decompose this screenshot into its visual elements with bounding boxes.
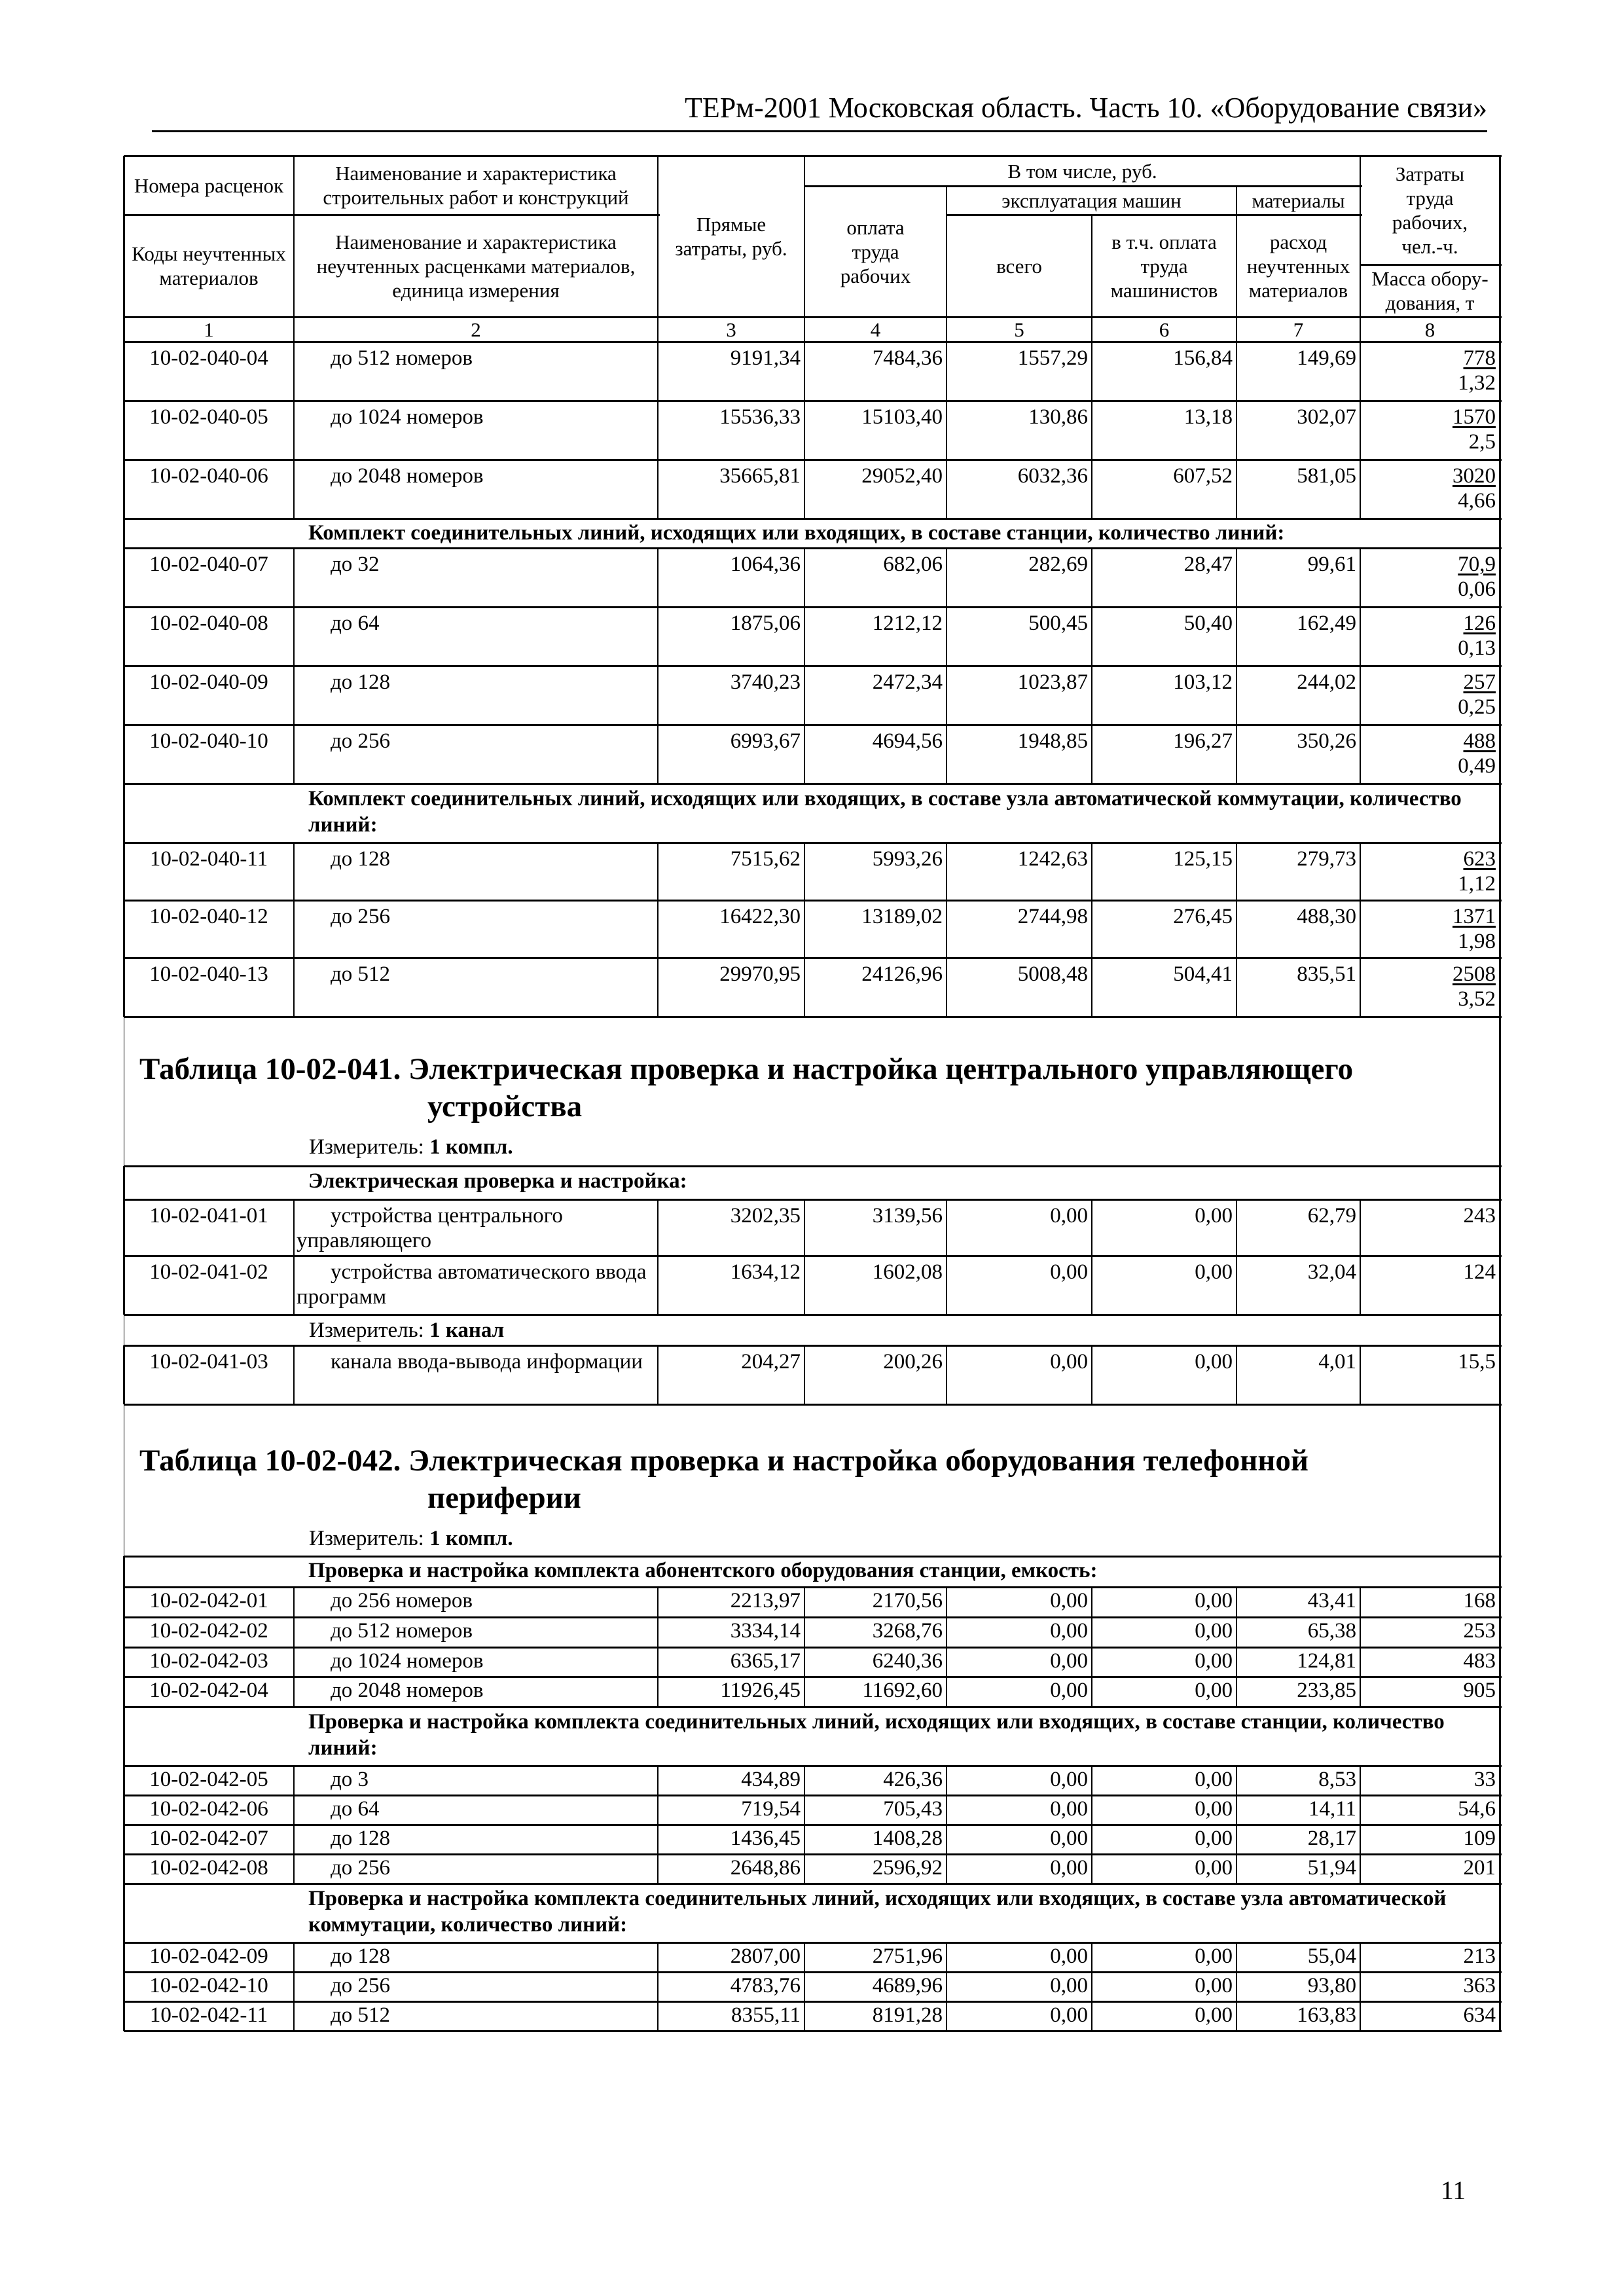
- labor-hours-mass-cell: [1360, 900, 1500, 958]
- col-header-rate-numbers: Номера расценок: [134, 173, 284, 197]
- work-name-cell: до 512: [331, 962, 391, 986]
- worker-pay-cell: 4694,56: [872, 729, 943, 753]
- materials-cost-cell: 124,81: [1297, 1649, 1356, 1673]
- worker-pay-cell: 2472,34: [872, 670, 943, 694]
- section-header: Проверка и настройка комплекта абонентского оборудования станции, емкость:: [308, 1559, 1098, 1582]
- direct-costs-cell: 2213,97: [730, 1589, 801, 1613]
- operator-pay-cell: 607,52: [1173, 464, 1233, 488]
- direct-costs-cell: 7515,62: [730, 847, 801, 871]
- operator-pay-cell: 0,00: [1195, 1619, 1233, 1643]
- rate-code-cell: 10-02-040-09: [149, 670, 268, 694]
- labor-hours-cell: 124: [1463, 1260, 1496, 1284]
- direct-costs-cell: 3740,23: [730, 670, 801, 694]
- labor-hours-value: 257: [1463, 670, 1496, 694]
- work-name-cell: устройства центрального управляющего: [297, 1204, 563, 1252]
- rate-code-cell: 10-02-042-03: [149, 1649, 268, 1673]
- worker-pay-cell: 8191,28: [872, 2003, 943, 2027]
- machines-total-cell: 0,00: [1050, 1649, 1088, 1673]
- section-header: Проверка и настройка комплекта соединительных линий, исходящих или входящих, в составе узла автоматической коммутации, количество линий:: [308, 1887, 1447, 1937]
- machines-total-cell: 6032,36: [1017, 464, 1088, 488]
- table-041-measure: Измеритель: 1 компл.: [309, 1135, 513, 1159]
- col-header-work-name: Наименование и характеристика строительных работ и конструкций: [323, 162, 629, 209]
- machines-total-cell: 0,00: [1050, 1768, 1088, 1791]
- labor-hours-cell: 15,5: [1458, 1350, 1496, 1374]
- rate-code-cell: 10-02-042-08: [149, 1856, 268, 1880]
- materials-cost-cell: 163,83: [1297, 2003, 1356, 2027]
- equipment-mass-value: 4,66: [1458, 489, 1496, 513]
- page-number: 11: [1440, 2176, 1466, 2205]
- labor-hours-cell: 634: [1463, 2003, 1496, 2027]
- operator-pay-cell: 0,00: [1195, 1797, 1233, 1821]
- operator-pay-cell: 276,45: [1173, 905, 1233, 928]
- materials-cost-cell: 302,07: [1297, 405, 1356, 429]
- worker-pay-cell: 1212,12: [872, 611, 943, 635]
- worker-pay-cell: 7484,36: [872, 346, 943, 370]
- work-name-cell: до 256: [331, 729, 391, 753]
- direct-costs-cell: 1634,12: [730, 1260, 801, 1284]
- table-042-title-cont: периферии: [427, 1481, 581, 1515]
- section-header: Комплект соединительных линий, исходящих или входящих, в составе узла автоматической коммутации, количество линий:: [308, 787, 1462, 837]
- direct-costs-cell: 8355,11: [731, 2003, 801, 2027]
- operator-pay-cell: 103,12: [1173, 670, 1233, 694]
- machines-total-cell: 0,00: [1050, 1944, 1088, 1968]
- direct-costs-cell: 11926,45: [720, 1679, 801, 1702]
- labor-hours-cell: 201: [1463, 1856, 1496, 1880]
- labor-hours-mass-cell: [1360, 460, 1500, 519]
- machines-total-cell: 0,00: [1050, 1856, 1088, 1880]
- rate-code-cell: 10-02-040-06: [149, 464, 268, 488]
- rate-code-cell: 10-02-042-04: [149, 1679, 268, 1702]
- col-number-6: 6: [1159, 318, 1170, 341]
- rate-code-cell: 10-02-040-12: [149, 905, 268, 928]
- direct-costs-cell: 1875,06: [730, 611, 801, 635]
- col-header-direct-costs: Прямые затраты, руб.: [675, 213, 787, 260]
- worker-pay-cell: 3139,56: [872, 1204, 943, 1228]
- equipment-mass-value: 2,5: [1468, 430, 1496, 454]
- col-header-material-usage: расход неучтенных материалов: [1246, 230, 1350, 302]
- worker-pay-cell: 3268,76: [872, 1619, 943, 1643]
- col-header-machines-total: всего: [996, 254, 1042, 278]
- direct-costs-cell: 29970,95: [719, 962, 801, 986]
- work-name-cell: до 128: [331, 847, 391, 871]
- labor-hours-cell: 253: [1463, 1619, 1496, 1643]
- direct-costs-cell: 35665,81: [719, 464, 801, 488]
- operator-pay-cell: 0,00: [1195, 1589, 1233, 1613]
- work-name-cell: до 256 номеров: [331, 1589, 473, 1613]
- col-number-2: 2: [471, 318, 481, 341]
- worker-pay-cell: 682,06: [883, 553, 943, 576]
- operator-pay-cell: 0,00: [1195, 1350, 1233, 1374]
- work-name-cell: до 64: [331, 1797, 380, 1821]
- operator-pay-cell: 0,00: [1195, 1974, 1233, 1997]
- equipment-mass-value: 1,12: [1458, 872, 1496, 896]
- materials-cost-cell: 32,04: [1307, 1260, 1356, 1284]
- labor-hours-mass-cell: [1360, 342, 1500, 401]
- rate-code-cell: 10-02-041-02: [149, 1260, 268, 1284]
- labor-hours-mass-cell: [1360, 548, 1500, 607]
- equipment-mass-value: 3,52: [1458, 987, 1496, 1011]
- rate-code-cell: 10-02-042-05: [149, 1768, 268, 1791]
- table-041-measure-channel: Измеритель: 1 канал: [309, 1319, 505, 1342]
- machines-total-cell: 2744,98: [1017, 905, 1088, 928]
- work-name-cell: канала ввода-вывода информации: [331, 1350, 643, 1374]
- labor-hours-cell: 168: [1463, 1589, 1496, 1613]
- materials-cost-cell: 581,05: [1297, 464, 1356, 488]
- work-name-cell: до 128: [331, 670, 391, 694]
- materials-cost-cell: 233,85: [1297, 1679, 1356, 1702]
- col-header-labor-hours: Затраты труда рабочих, чел.-ч.: [1392, 162, 1468, 258]
- labor-hours-cell: 33: [1474, 1768, 1496, 1791]
- materials-cost-cell: 835,51: [1297, 962, 1356, 986]
- machines-total-cell: 1242,63: [1017, 847, 1088, 871]
- col-number-5: 5: [1014, 318, 1024, 341]
- rate-code-cell: 10-02-040-10: [149, 729, 268, 753]
- materials-cost-cell: 62,79: [1307, 1204, 1356, 1228]
- work-name-cell: до 256: [331, 1856, 391, 1880]
- rate-code-cell: 10-02-042-02: [149, 1619, 268, 1643]
- labor-hours-value: 70,9: [1458, 553, 1496, 576]
- materials-cost-cell: 279,73: [1297, 847, 1356, 871]
- work-name-cell: до 256: [331, 1974, 391, 1997]
- direct-costs-cell: 16422,30: [719, 905, 801, 928]
- col-number-8: 8: [1424, 318, 1435, 341]
- operator-pay-cell: 0,00: [1195, 1856, 1233, 1880]
- col-number-1: 1: [204, 318, 214, 341]
- table-042-title: Таблица 10-02-042. Электрическая проверка и настройка оборудования телефонной: [139, 1444, 1308, 1478]
- worker-pay-cell: 1408,28: [872, 1827, 943, 1850]
- labor-hours-cell: 363: [1463, 1974, 1496, 1997]
- work-name-cell: до 32: [331, 553, 380, 576]
- worker-pay-cell: 705,43: [883, 1797, 943, 1821]
- operator-pay-cell: 50,40: [1183, 611, 1233, 635]
- work-name-cell: до 512 номеров: [331, 346, 473, 370]
- direct-costs-cell: 9191,34: [730, 346, 801, 370]
- operator-pay-cell: 125,15: [1173, 847, 1233, 871]
- materials-cost-cell: 28,17: [1307, 1827, 1356, 1850]
- direct-costs-cell: 1064,36: [730, 553, 801, 576]
- worker-pay-cell: 4689,96: [872, 1974, 943, 1997]
- equipment-mass-value: 1,98: [1458, 930, 1496, 953]
- materials-cost-cell: 8,53: [1318, 1768, 1356, 1791]
- rate-code-cell: 10-02-040-05: [149, 405, 268, 429]
- direct-costs-cell: 15536,33: [719, 405, 801, 429]
- operator-pay-cell: 0,00: [1195, 1649, 1233, 1673]
- machines-total-cell: 0,00: [1050, 1260, 1088, 1284]
- work-name-cell: до 128: [331, 1827, 391, 1850]
- labor-hours-value: 2508: [1453, 962, 1496, 986]
- work-name-cell: до 512: [331, 2003, 391, 2027]
- labor-hours-mass-cell: [1360, 607, 1500, 666]
- work-name-cell: до 2048 номеров: [331, 1679, 484, 1702]
- labor-hours-value: 126: [1463, 611, 1496, 635]
- direct-costs-cell: 1436,45: [730, 1827, 801, 1850]
- equipment-mass-value: 0,49: [1458, 754, 1496, 778]
- running-head: ТЕРм-2001 Московская область. Часть 10. «Оборудование связи»: [684, 92, 1487, 124]
- materials-cost-cell: 51,94: [1307, 1856, 1356, 1880]
- rate-code-cell: 10-02-042-10: [149, 1974, 268, 1997]
- machines-total-cell: 5008,48: [1017, 962, 1088, 986]
- col-header-including: В том числе, руб.: [1007, 159, 1157, 183]
- direct-costs-cell: 3202,35: [730, 1204, 801, 1228]
- operator-pay-cell: 0,00: [1195, 1827, 1233, 1850]
- worker-pay-cell: 11692,60: [862, 1679, 943, 1702]
- worker-pay-cell: 2596,92: [872, 1856, 943, 1880]
- worker-pay-cell: 1602,08: [872, 1260, 943, 1284]
- operator-pay-cell: 504,41: [1173, 962, 1233, 986]
- machines-total-cell: 0,00: [1050, 1204, 1088, 1228]
- rate-code-cell: 10-02-040-07: [149, 553, 268, 576]
- equipment-mass-value: 0,25: [1458, 695, 1496, 719]
- materials-cost-cell: 244,02: [1297, 670, 1356, 694]
- operator-pay-cell: 0,00: [1195, 1944, 1233, 1968]
- operator-pay-cell: 156,84: [1173, 346, 1233, 370]
- machines-total-cell: 0,00: [1050, 1350, 1088, 1374]
- rate-code-cell: 10-02-042-06: [149, 1797, 268, 1821]
- direct-costs-cell: 434,89: [741, 1768, 801, 1791]
- machines-total-cell: 0,00: [1050, 1797, 1088, 1821]
- col-header-worker-pay: оплата труда рабочих: [840, 215, 911, 287]
- materials-cost-cell: 488,30: [1297, 905, 1356, 928]
- labor-hours-value: 778: [1463, 346, 1496, 370]
- equipment-mass-value: 0,13: [1458, 636, 1496, 660]
- operator-pay-cell: 0,00: [1195, 1260, 1233, 1284]
- direct-costs-cell: 6365,17: [730, 1649, 801, 1673]
- labor-hours-value: 1371: [1453, 905, 1496, 928]
- work-name-cell: до 2048 номеров: [331, 464, 484, 488]
- labor-hours-cell: 243: [1463, 1204, 1496, 1228]
- table-042-measure: Измеритель: 1 компл.: [309, 1527, 513, 1550]
- header-rule: [152, 130, 1487, 132]
- operator-pay-cell: 196,27: [1173, 729, 1233, 753]
- labor-hours-cell: 54,6: [1458, 1797, 1496, 1821]
- machines-total-cell: 1023,87: [1017, 670, 1088, 694]
- work-name-cell: устройства автоматического ввода программ: [297, 1260, 647, 1309]
- labor-hours-mass-cell: [1360, 958, 1500, 1017]
- work-name-cell: до 512 номеров: [331, 1619, 473, 1643]
- direct-costs-cell: 2807,00: [730, 1944, 801, 1968]
- machines-total-cell: 130,86: [1028, 405, 1088, 429]
- direct-costs-cell: 204,27: [741, 1350, 801, 1374]
- worker-pay-cell: 15103,40: [861, 405, 943, 429]
- machines-total-cell: 0,00: [1050, 1679, 1088, 1702]
- section-header: Комплект соединительных линий, исходящих или входящих, в составе станции, количество линий:: [308, 521, 1285, 545]
- labor-hours-mass-cell: [1360, 843, 1500, 900]
- col-number-3: 3: [726, 318, 736, 341]
- labor-hours-value: 488: [1463, 729, 1496, 753]
- materials-cost-cell: 162,49: [1297, 611, 1356, 635]
- direct-costs-cell: 3334,14: [730, 1619, 801, 1643]
- worker-pay-cell: 29052,40: [861, 464, 943, 488]
- col-header-operator-pay: в т.ч. оплата труда машинистов: [1110, 230, 1218, 302]
- work-name-cell: до 3: [331, 1768, 369, 1791]
- equipment-mass-value: 0,06: [1458, 577, 1496, 601]
- worker-pay-cell: 13189,02: [861, 905, 943, 928]
- labor-hours-value: 623: [1463, 847, 1496, 871]
- section-header: Электрическая проверка и настройка:: [308, 1169, 687, 1193]
- col-number-4: 4: [870, 318, 881, 341]
- work-name-cell: до 1024 номеров: [331, 405, 484, 429]
- table-041-title-cont: устройства: [427, 1089, 583, 1123]
- worker-pay-cell: 6240,36: [872, 1649, 943, 1673]
- col-header-material-name: Наименование и характеристика неучтенных расценками материалов, единица измерения: [316, 230, 636, 302]
- materials-cost-cell: 93,80: [1307, 1974, 1356, 1997]
- rate-code-cell: 10-02-042-01: [149, 1589, 268, 1613]
- labor-hours-mass-cell: [1360, 666, 1500, 725]
- section-header: Проверка и настройка комплекта соединительных линий, исходящих или входящих, в составе станции, количество линий:: [308, 1710, 1445, 1760]
- materials-cost-cell: 4,01: [1318, 1350, 1356, 1374]
- rate-code-cell: 10-02-042-09: [149, 1944, 268, 1968]
- materials-cost-cell: 43,41: [1307, 1589, 1356, 1613]
- work-name-cell: до 64: [331, 611, 380, 635]
- rate-code-cell: 10-02-042-07: [149, 1827, 268, 1850]
- machines-total-cell: 0,00: [1050, 1974, 1088, 1997]
- operator-pay-cell: 0,00: [1195, 1204, 1233, 1228]
- labor-hours-value: 1570: [1453, 405, 1496, 429]
- labor-hours-value: 3020: [1453, 464, 1496, 488]
- machines-total-cell: 282,69: [1028, 553, 1088, 576]
- col-number-7: 7: [1293, 318, 1304, 341]
- rate-code-cell: 10-02-042-11: [149, 2003, 268, 2027]
- direct-costs-cell: 4783,76: [730, 1974, 801, 1997]
- operator-pay-cell: 0,00: [1195, 1679, 1233, 1702]
- equipment-mass-value: 1,32: [1458, 371, 1496, 395]
- machines-total-cell: 0,00: [1050, 1619, 1088, 1643]
- worker-pay-cell: 5993,26: [872, 847, 943, 871]
- work-name-cell: до 128: [331, 1944, 391, 1968]
- materials-cost-cell: 55,04: [1307, 1944, 1356, 1968]
- worker-pay-cell: 2170,56: [872, 1589, 943, 1613]
- operator-pay-cell: 13,18: [1183, 405, 1233, 429]
- rate-code-cell: 10-02-040-13: [149, 962, 268, 986]
- rate-code-cell: 10-02-041-03: [149, 1350, 268, 1374]
- operator-pay-cell: 0,00: [1195, 2003, 1233, 2027]
- work-name-cell: до 256: [331, 905, 391, 928]
- labor-hours-mass-cell: [1360, 725, 1500, 784]
- worker-pay-cell: 2751,96: [872, 1944, 943, 1968]
- rate-code-cell: 10-02-041-01: [149, 1204, 268, 1228]
- machines-total-cell: 1557,29: [1017, 346, 1088, 370]
- machines-total-cell: 0,00: [1050, 1827, 1088, 1850]
- direct-costs-cell: 6993,67: [730, 729, 801, 753]
- machines-total-cell: 1948,85: [1017, 729, 1088, 753]
- worker-pay-cell: 426,36: [883, 1768, 943, 1791]
- materials-cost-cell: 350,26: [1297, 729, 1356, 753]
- worker-pay-cell: 200,26: [883, 1350, 943, 1374]
- operator-pay-cell: 28,47: [1183, 553, 1233, 576]
- col-header-material-codes: Коды неучтенных материалов: [132, 242, 286, 289]
- labor-hours-cell: 905: [1463, 1679, 1496, 1702]
- machines-total-cell: 500,45: [1028, 611, 1088, 635]
- materials-cost-cell: 65,38: [1307, 1619, 1356, 1643]
- rate-code-cell: 10-02-040-11: [149, 847, 268, 871]
- col-header-machines: эксплуатация машин: [1001, 189, 1182, 212]
- materials-cost-cell: 99,61: [1307, 553, 1356, 576]
- direct-costs-cell: 719,54: [741, 1797, 801, 1821]
- col-header-materials: материалы: [1252, 189, 1345, 212]
- labor-hours-cell: 213: [1463, 1944, 1496, 1968]
- work-name-cell: до 1024 номеров: [331, 1649, 484, 1673]
- worker-pay-cell: 24126,96: [861, 962, 943, 986]
- direct-costs-cell: 2648,86: [730, 1856, 801, 1880]
- rate-code-cell: 10-02-040-04: [149, 346, 268, 370]
- materials-cost-cell: 149,69: [1297, 346, 1356, 370]
- labor-hours-cell: 483: [1463, 1649, 1496, 1673]
- machines-total-cell: 0,00: [1050, 1589, 1088, 1613]
- materials-cost-cell: 14,11: [1308, 1797, 1356, 1821]
- table-041-title: Таблица 10-02-041. Электрическая проверка и настройка центрального управляющего: [139, 1052, 1354, 1086]
- operator-pay-cell: 0,00: [1195, 1768, 1233, 1791]
- rate-code-cell: 10-02-040-08: [149, 611, 268, 635]
- machines-total-cell: 0,00: [1050, 2003, 1088, 2027]
- labor-hours-cell: 109: [1463, 1827, 1496, 1850]
- labor-hours-mass-cell: [1360, 401, 1500, 460]
- col-header-equipment-mass: Масса обору-дования, т: [1371, 267, 1489, 314]
